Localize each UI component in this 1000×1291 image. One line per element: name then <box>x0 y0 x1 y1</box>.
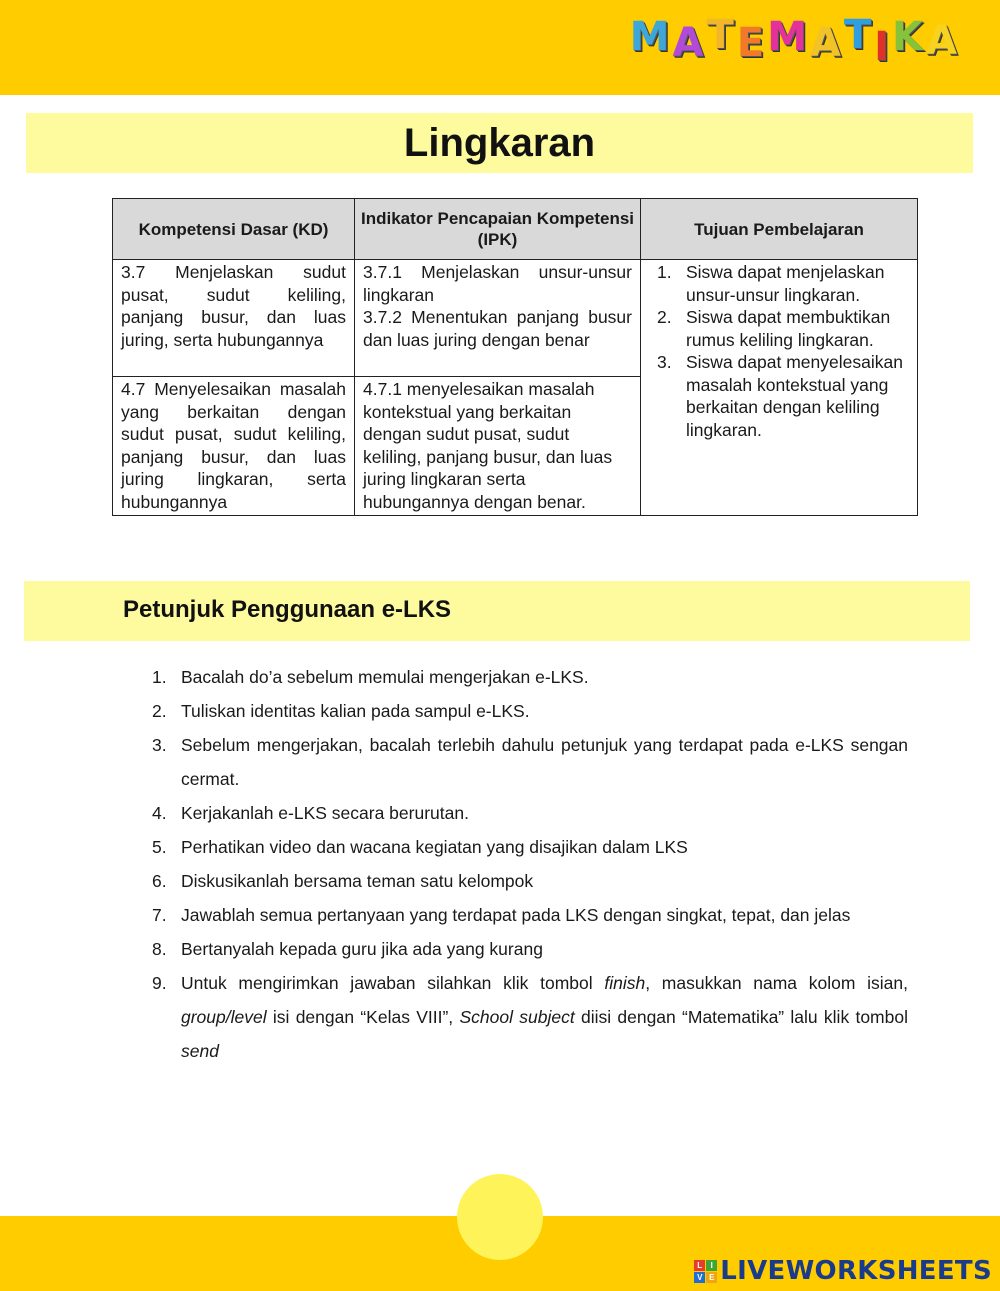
list-item: 9. Untuk mengirimkan jawaban silahkan klik tombol finish, masukkan nama kolom isian, group/level isi dengan “Kelas VIII”, School subject diisi dengan “Matematika” lalu klik tombol send <box>152 973 908 1061</box>
ipk-cell <box>355 260 641 377</box>
competency-table <box>112 198 918 516</box>
ipk-item: 3.7.1 Menjelaskan unsur-unsur lingkaran <box>363 262 632 305</box>
header-kd: Kompetensi Dasar (KD) <box>113 199 355 260</box>
logo-mark-cell: L <box>694 1260 705 1271</box>
header-tujuan: Tujuan Pembelajaran <box>641 199 918 260</box>
ipk-item: 3.7.2 Menentukan panjang busur dan luas juring dengan benar <box>363 307 632 350</box>
page-circle <box>457 1174 543 1260</box>
list-item: 2. Tuliskan identitas kalian pada sampul e-LKS. <box>152 701 530 721</box>
logo-mark-cell: I <box>706 1260 717 1271</box>
brand-letter: E <box>736 20 768 66</box>
logo-mark-cell: V <box>694 1272 705 1283</box>
brand-letter: A <box>672 20 707 66</box>
brand-letter: A <box>926 18 960 64</box>
brand-letter: T <box>706 12 737 58</box>
brand-letter: I <box>874 24 893 70</box>
page-title: Lingkaran <box>403 121 596 165</box>
kd-cell: 4.7 Menyelesaikan masalah yang berkaitan dengan sudut pusat, sudut keliling, panjang busur, dan luas juring lingkaran, serta hubungannya <box>113 377 355 516</box>
tujuan-item: 3. Siswa dapat menyelesaikan masalah kontekstual yang berkaitan dengan keliling lingkaran. <box>657 352 903 440</box>
instructions-list <box>150 660 908 1068</box>
table-row <box>113 260 918 377</box>
list-item: 8. Bertanyalah kepada guru jika ada yang kurang <box>152 939 543 959</box>
liveworksheets-logo <box>694 1254 992 1288</box>
liveworksheets-text: LIVEWORKSHEETS <box>720 1256 992 1286</box>
kd-cell: 3.7 Menjelaskan sudut pusat, sudut keliling, panjang busur, dan luas juring, serta hubungannya <box>113 260 355 377</box>
list-item: 3. Sebelum mengerjakan, bacalah terlebih dahulu petunjuk yang terdapat pada e-LKS sengan cermat. <box>152 735 908 789</box>
section-bar <box>24 581 970 641</box>
section-title: Petunjuk Penggunaan e-LKS <box>123 596 452 623</box>
tujuan-item: 2. Siswa dapat membuktikan rumus keliling lingkaran. <box>657 307 891 350</box>
list-item: 5. Perhatikan video dan wacana kegiatan yang disajikan dalam LKS <box>152 837 688 857</box>
brand-letter: M <box>767 14 810 60</box>
logo-mark-cell: E <box>706 1272 717 1283</box>
list-item: 1. Bacalah do’a sebelum memulai mengerjakan e-LKS. <box>152 667 589 687</box>
tujuan-item: 1. Siswa dapat menjelaskan unsur-unsur lingkaran. <box>657 262 885 305</box>
brand-letter: T <box>843 12 875 58</box>
title-bar <box>26 113 973 173</box>
list-item: 7. Jawablah semua pertanyaan yang terdapat pada LKS dengan singkat, tepat, dan jelas <box>152 905 851 925</box>
matematika-logo <box>629 12 960 70</box>
tujuan-cell <box>641 260 918 516</box>
liveworksheets-mark-icon <box>694 1260 717 1283</box>
brand-letter: A <box>809 20 844 66</box>
ipk-item: 4.7.1 menyelesaikan masalah kontekstual yang berkaitan dengan sudut pusat, sudut keliling, panjang busur, dan luas juring lingkaran serta hubungannya dengan benar. <box>363 379 613 512</box>
brand-letter: K <box>892 14 927 60</box>
brand-letter: M <box>629 14 673 60</box>
table-header-row <box>113 199 918 260</box>
tujuan-list <box>649 261 909 441</box>
list-item: 6. Diskusikanlah bersama teman satu kelompok <box>152 871 534 891</box>
ipk-cell <box>355 377 641 516</box>
header-ipk: Indikator Pencapaian Kompetensi (IPK) <box>355 199 641 260</box>
list-item: 4. Kerjakanlah e-LKS secara berurutan. <box>152 803 469 823</box>
